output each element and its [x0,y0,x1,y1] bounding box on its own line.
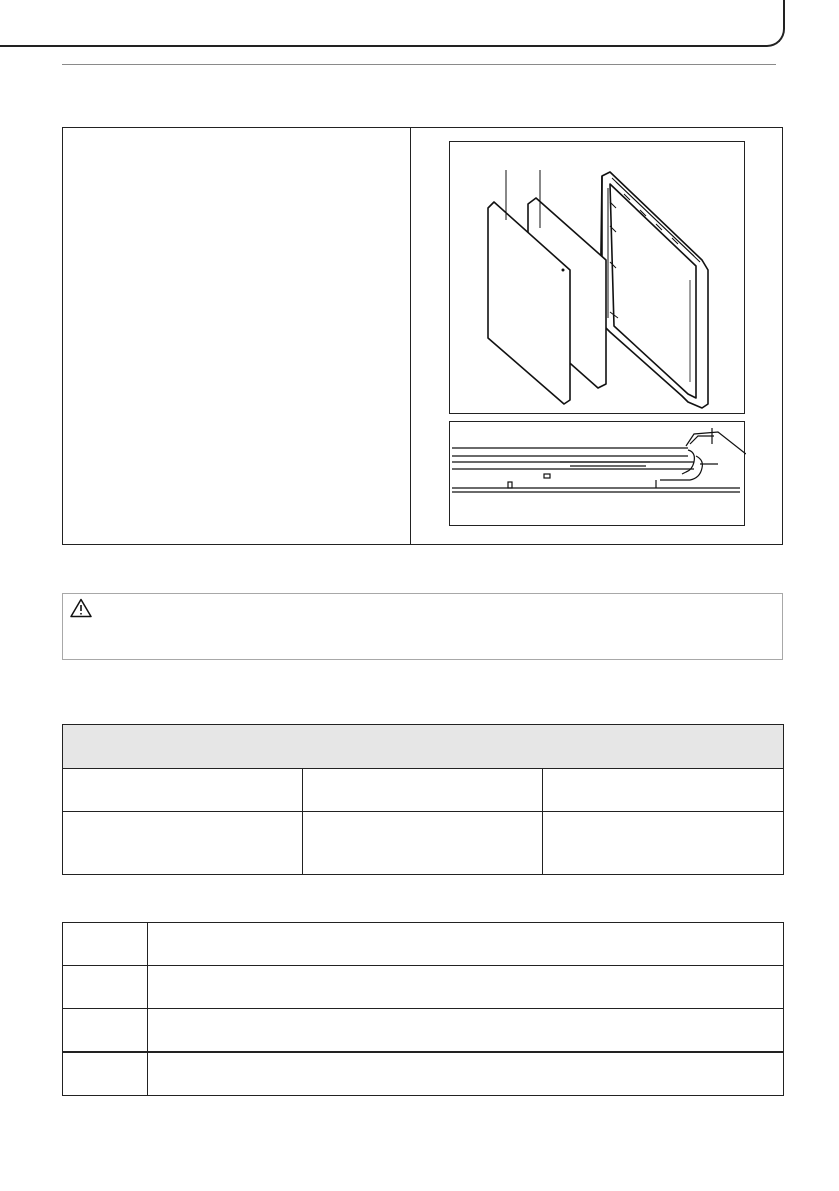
table-row [63,966,784,1009]
step-box-divider [410,127,411,545]
table-row [63,1009,784,1053]
data-table [62,724,784,875]
seal-detail-figure [449,421,745,526]
table-cell [148,966,784,1009]
table-row [63,812,784,875]
table-cell [148,923,784,966]
table-cell [63,923,148,966]
table-cell [63,966,148,1009]
table-cell [63,812,303,875]
warning-box [62,593,783,660]
table-cell [303,812,543,875]
table-row [63,1052,784,1096]
reference-table [62,922,784,1096]
door-panels-figure [449,141,745,414]
table-row [63,923,784,966]
door-panels-illustration [450,142,746,415]
warning-triangle-icon [70,598,92,618]
table-header-row [63,725,784,769]
table-cell [543,769,784,812]
table-header-cell [63,725,784,769]
table-cell [63,1009,148,1053]
table-cell [63,769,303,812]
page-corner-mark [0,0,785,47]
header-rule [62,64,776,65]
table-cell [148,1009,784,1053]
table-row [63,769,784,812]
table-cell [63,1052,148,1096]
table-cell [543,812,784,875]
table-cell [303,769,543,812]
seal-detail-illustration [450,422,746,527]
table-cell [148,1052,784,1096]
